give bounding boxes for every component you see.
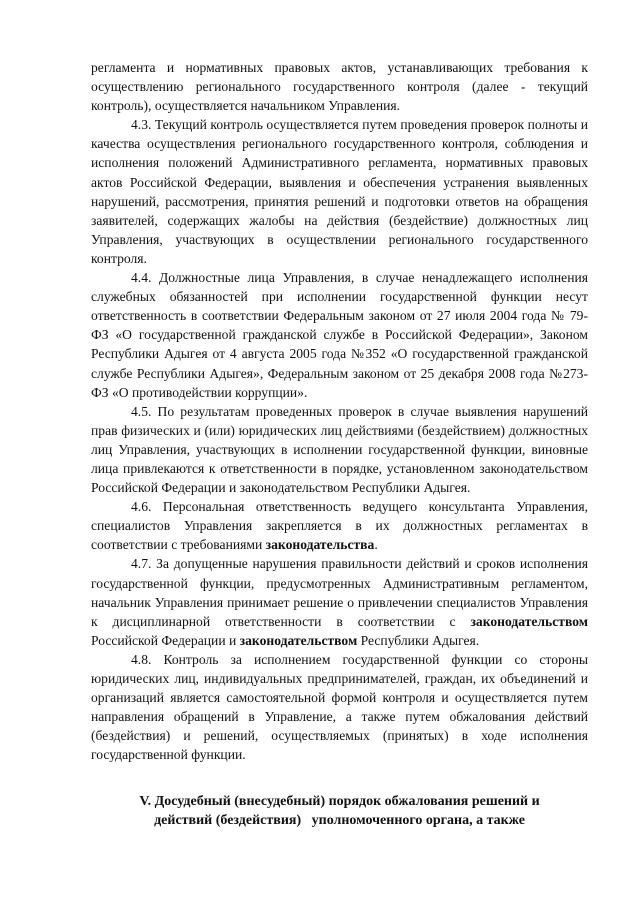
paragraph-continuation: регламента и нормативных правовых актов, устанавливающих требования к осуществлению регионального государственного контроля (далее - текущий контроль), осуществляется начальником Управления. [91, 60, 588, 114]
section-heading-line-1: V. Досудебный (внесудебный) порядок обжалования решений и [139, 794, 540, 809]
paragraph-4-7-text-1: 4.7. За допущенные нарушения правильности действий и сроков исполнения государственной функции, предусмотренных Административным регламентом, начальник Управления принимает решение о привлечении специалистов Управления к дисциплинарной ответственности в соответствии с [91, 556, 588, 629]
paragraph-4-7-text-3: Республики Адыгея. [357, 632, 480, 648]
document-body [91, 58, 588, 764]
section-heading-line-2: действий (бездействия) уполномоченного органа, а также [154, 813, 525, 828]
paragraph-4-6-text: 4.6. Персональная ответственность ведущего консультанта Управления, специалистов Управления закрепляется в их должностных регламентах в соответствии с требованиями [91, 499, 588, 553]
bold-term: законодательством [239, 632, 358, 648]
paragraph-4-7-text-2: Российской Федерации и [91, 632, 240, 648]
paragraph-4-6 [91, 497, 588, 554]
paragraph-4-6-end: . [374, 537, 378, 553]
paragraph-4-5: 4.5. По результатам проведенных проверок в случае выявления нарушений прав физических и (или) юридических лиц действиями (бездействием) должностных лиц Управления, участвующих в исполнении государственной функции, виновные лица привлекаются к ответственности в порядке, установленном законодательством Российской Федерации и законодательством Республики Адыгея. [91, 403, 588, 496]
bold-term: законодательством [470, 613, 588, 629]
section-heading [91, 792, 588, 830]
paragraph-4-4: 4.4. Должностные лица Управления, в случае ненадлежащего исполнения служебных обязанностей при исполнении государственной функции несут ответственность в соответствии Федеральным законом от 27 июля 2004 года № 79-ФЗ «О государственной гражданской службе в Российской Федерации», Законом Республики Адыгея от 4 августа 2005 года №352 «О государственной гражданской службе Республики Адыгея», Федеральным законом от 25 декабря 2008 года №273-ФЗ «О противодействии коррупции». [91, 270, 588, 400]
paragraph-4-7 [91, 554, 588, 649]
paragraph-4-8: 4.8. Контроль за исполнением государственной функции со стороны юридических лиц, индивидуальных предпринимателей, граждан, их объединений и организаций является самостоятельной формой контроля и осуществляется путем направления обращений в Управление, а также путем обжалования действий (бездействия) и решений, осуществляемых (принятых) в ходе исполнения государственной функции. [91, 651, 588, 763]
paragraph-4-3: 4.3. Текущий контроль осуществляется путем проведения проверок полноты и качества осуществления регионального государственного контроля, соблюдения и исполнения положений Административного регламента, нормативных правовых актов Российской Федерации, выявления и обеспечения устранения выявленных нарушений, рассмотрения, принятия решений и подготовки ответов на обращения заявителей, содержащих жалобы на действия (бездействие) должностных лиц Управления, участвующих в осуществлении регионального государственного контроля. [91, 117, 588, 266]
bold-term: законодательства [265, 537, 375, 553]
